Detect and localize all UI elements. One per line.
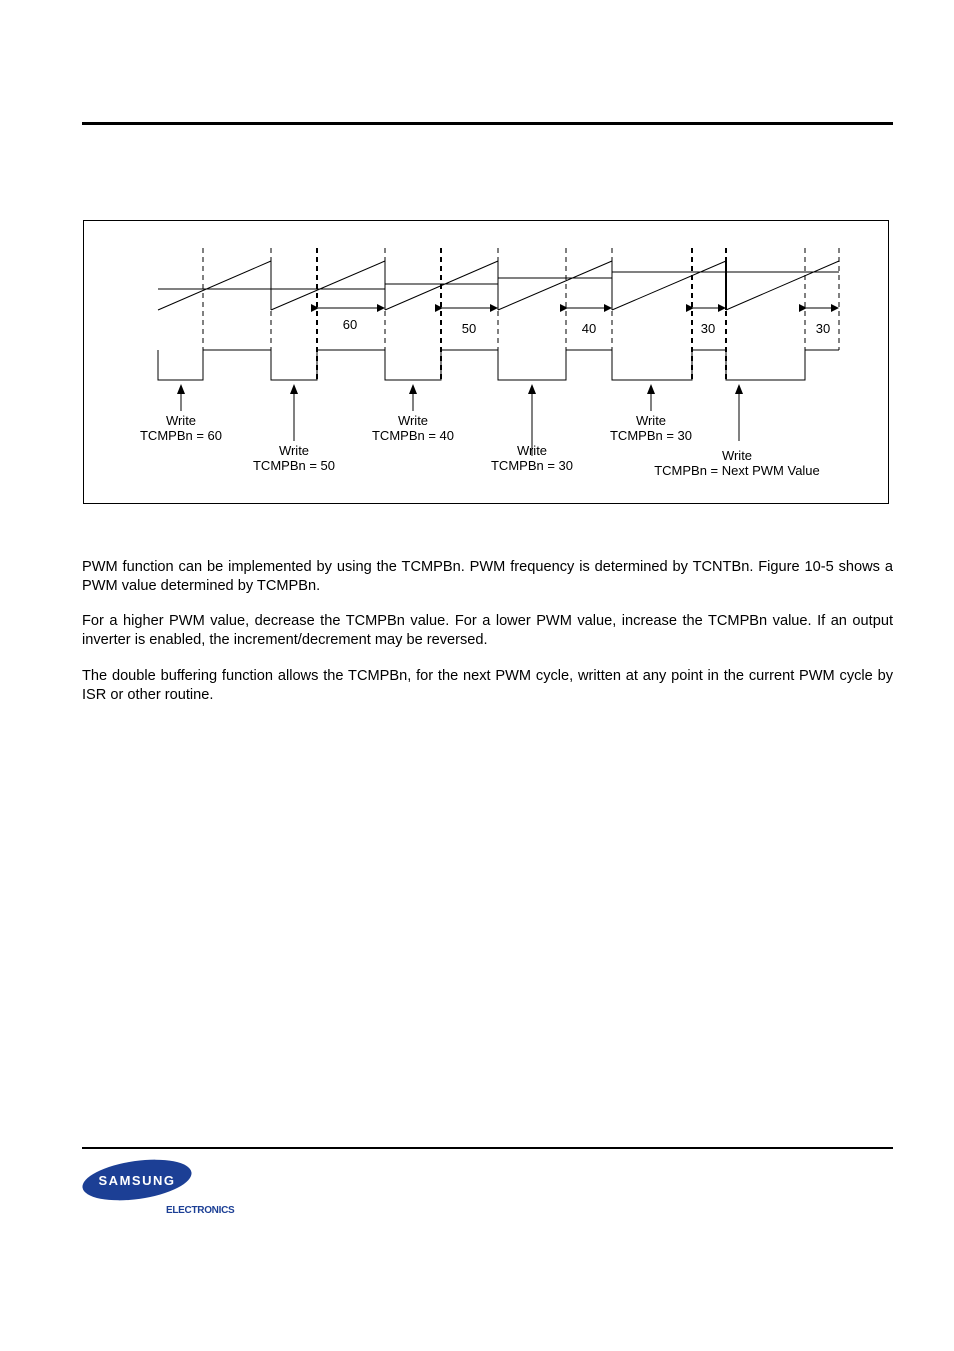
counter-sawtooth — [158, 261, 839, 310]
span-label: 30 — [815, 321, 831, 336]
write-label: TCMPBn = 60 — [139, 428, 223, 443]
span-label: 40 — [581, 321, 597, 336]
paragraph-pwm-value: For a higher PWM value, decrease the TCMPBn value. For a lower PWM value, increase the TCMPBn value. If an output inverter is enabled, the increment/decrement may be reversed. — [82, 613, 893, 648]
logo-electronics-text: ELECTRONICS — [166, 1205, 235, 1216]
pwm-output-waveform — [158, 350, 839, 380]
write-label: Write — [721, 448, 753, 463]
write-label: TCMPBn = 40 — [371, 428, 455, 443]
span-label: 60 — [342, 317, 358, 332]
write-label: Write — [635, 413, 667, 428]
footer-rule — [82, 1147, 893, 1149]
write-label: TCMPBn = Next PWM Value — [654, 463, 820, 478]
write-label: Write — [516, 443, 548, 458]
write-label: Write — [278, 443, 310, 458]
dashed-guides — [203, 248, 839, 380]
samsung-logo — [82, 1158, 242, 1218]
span-label: 50 — [461, 321, 477, 336]
logo-brand-text: SAMSUNG — [98, 1173, 176, 1188]
write-label: Write — [397, 413, 429, 428]
write-label: TCMPBn = 50 — [252, 458, 336, 473]
paragraph-double-buffering: The double buffering function allows the TCMPBn, for the next PWM cycle, written at any point in the current PWM cycle by ISR or other routine. — [82, 668, 893, 703]
pwm-timing-diagram — [0, 0, 954, 520]
paragraph-pwm-function: PWM function can be implemented by using the TCMPBn. PWM frequency is determined by TCNTBn. Figure 10-5 shows a PWM value determined by TCMPBn. — [82, 559, 893, 594]
write-label: TCMPBn = 30 — [609, 428, 693, 443]
write-label: Write — [165, 413, 197, 428]
span-label: 30 — [700, 321, 716, 336]
write-label: TCMPBn = 30 — [490, 458, 574, 473]
